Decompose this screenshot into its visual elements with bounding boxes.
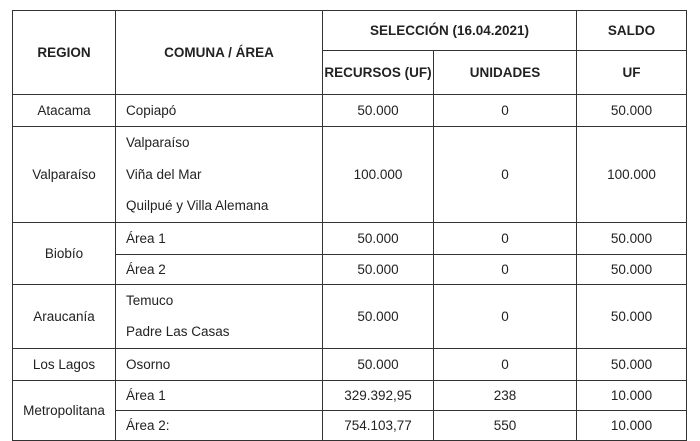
uf-cell: 50.000 <box>577 284 687 348</box>
comuna-cell: Área 2 <box>116 254 323 284</box>
table-row <box>13 284 687 348</box>
document <box>12 10 687 441</box>
comuna-cell: Área 1 <box>116 222 323 254</box>
table-row <box>13 348 687 380</box>
recursos-cell: 329.392,95 <box>323 380 434 410</box>
unidades-cell: 0 <box>434 95 577 127</box>
recursos-cell: 50.000 <box>323 222 434 254</box>
recursos-cell: 50.000 <box>323 95 434 127</box>
table-row <box>13 95 687 127</box>
unidades-cell: 238 <box>434 380 577 410</box>
comuna-cell: Área 1 <box>116 380 323 410</box>
recursos-cell: 50.000 <box>323 284 434 348</box>
recursos-cell: 50.000 <box>323 348 434 380</box>
table-row <box>13 222 687 254</box>
uf-cell: 50.000 <box>577 95 687 127</box>
comuna-line: Viña del Mar <box>126 166 202 182</box>
unidades-cell: 0 <box>434 284 577 348</box>
uf-cell: 50.000 <box>577 222 687 254</box>
selection-table <box>12 10 687 441</box>
uf-cell: 10.000 <box>577 380 687 410</box>
header-seleccion: SELECCIÓN (16.04.2021) <box>323 11 577 51</box>
comuna-cell <box>116 127 323 223</box>
recursos-cell: 50.000 <box>323 254 434 284</box>
comuna-cell: Copiapó <box>116 95 323 127</box>
header-comuna: COMUNA / ÁREA <box>116 11 323 95</box>
uf-cell: 50.000 <box>577 254 687 284</box>
region-cell: Araucanía <box>13 284 116 348</box>
uf-cell: 10.000 <box>577 410 687 440</box>
unidades-cell: 0 <box>434 127 577 223</box>
header-recursos: RECURSOS (UF) <box>323 51 434 95</box>
header-uf: UF <box>577 51 687 95</box>
unidades-cell: 0 <box>434 348 577 380</box>
region-cell: Valparaíso <box>13 127 116 223</box>
header-saldo: SALDO <box>577 11 687 51</box>
unidades-cell: 550 <box>434 410 577 440</box>
uf-cell: 100.000 <box>577 127 687 223</box>
unidades-cell: 0 <box>434 254 577 284</box>
comuna-cell: Osorno <box>116 348 323 380</box>
region-cell: Metropolitana <box>13 380 116 440</box>
table-row <box>13 380 687 410</box>
comuna-cell <box>116 284 323 348</box>
uf-cell: 50.000 <box>577 348 687 380</box>
comuna-cell: Área 2: <box>116 410 323 440</box>
comuna-line: Quilpué y Villa Alemana <box>126 198 269 213</box>
region-cell: Atacama <box>13 95 116 127</box>
comuna-line: Temuco <box>126 292 174 308</box>
region-cell: Los Lagos <box>13 348 116 380</box>
recursos-cell: 754.103,77 <box>323 410 434 440</box>
unidades-cell: 0 <box>434 222 577 254</box>
header-unidades: UNIDADES <box>434 51 577 95</box>
recursos-cell: 100.000 <box>323 127 434 223</box>
header-region: REGION <box>13 11 116 95</box>
comuna-line: Padre Las Casas <box>126 324 230 339</box>
table-row <box>13 127 687 223</box>
region-cell: Biobío <box>13 222 116 284</box>
comuna-line: Valparaíso <box>126 135 190 150</box>
